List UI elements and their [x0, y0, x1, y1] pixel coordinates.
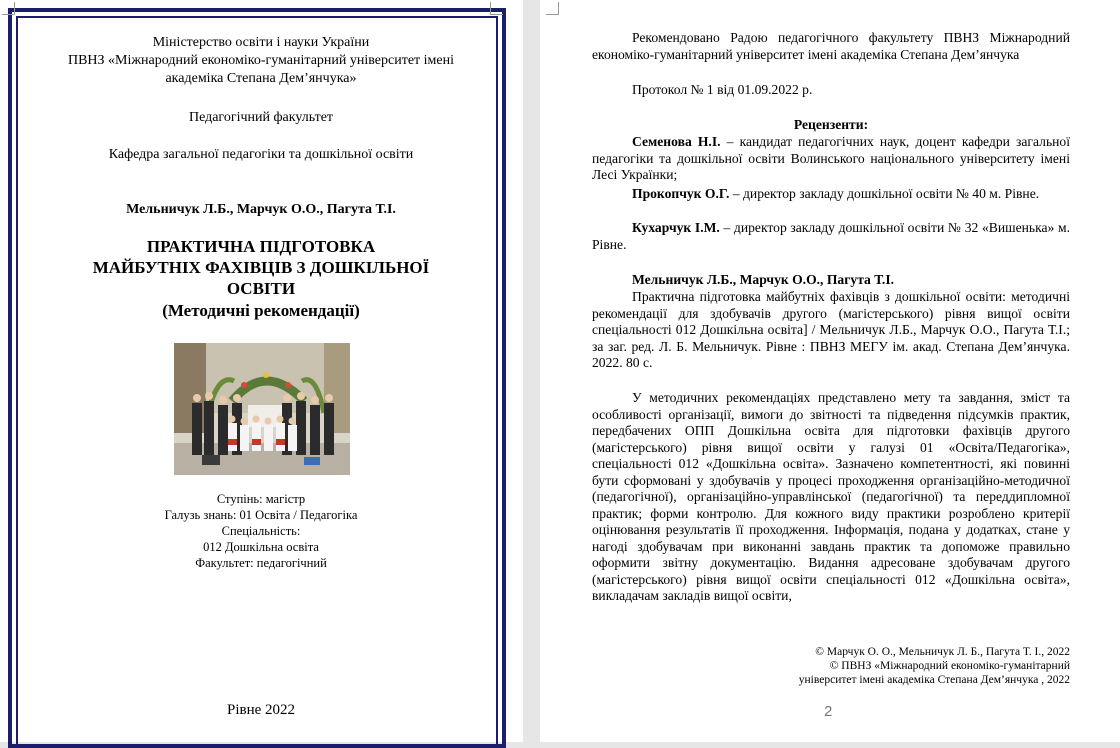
group-photo-illustration — [174, 343, 350, 475]
copyright-line-2: © ПВНЗ «Міжнародний економіко-гуманітарний — [829, 660, 1070, 672]
degree-line: Ступінь: магістр — [216, 492, 306, 506]
copyright-line-3: університет імені академіка Степана Дем’янчука , 2022 — [798, 674, 1070, 686]
citation-authors: Мельничук Л.Б., Марчук О.О., Пагута Т.І. — [632, 272, 895, 287]
reviewer-2-desc: – директор закладу дошкільної освіти № 40 м. Рівне. — [729, 186, 1040, 201]
protocol-line: Протокол № 1 від 01.09.2022 р. — [632, 82, 813, 97]
university-line-1: ПВНЗ «Міжнародний економіко-гуманітарний університет імені — [67, 53, 455, 68]
reviewer-3 — [592, 220, 1070, 253]
faculty-meta-line: Факультет: педагогічний — [195, 556, 327, 570]
faculty-line: Педагогічний факультет — [188, 110, 334, 125]
university-line-2: академіка Степана Дем’янчука» — [165, 71, 357, 86]
reviewer-1-name: Семенова Н.І. — [632, 134, 721, 149]
specialty-line: 012 Дошкільна освіта — [203, 540, 319, 554]
abstract-text: У методичних рекомендаціях представлено мету та завдання, зміст та особливості організації, вимоги до звітності та підведення підсумків практик, передбачених ОПП Дошкільна освіта для підготовки фахівців другого (магістерського) рівня вищої освіти у галузі 01 «Освіта/Педагогіка», спеціальності 012 «Дошкільна освіта». Зазначено компетентності, які повинні бути сформовані у здобувачів у процесі проходження організаційно-методичної (педагогічної), організаційно-управлінської (педагогічної) та переддипломної практик; форми контролю. Для кожного виду практики розроблено критерії оцінювання результатів її проходження. Інформація, подана у додатках, стане у нагоді здобувачам при виконанні завдань практик та допоможе правильно оформити звітну документацію. Видання адресоване здобувачам другого (магістерського) рівня вищої освіти спеціальності 012 «Дошкільна освіта», викладачам закладів вищої освіти, — [592, 390, 1070, 603]
department-line: Кафедра загальної педагогіки та дошкільної освіти — [108, 147, 414, 162]
reviewer-2-name: Прокопчук О.Г. — [632, 186, 730, 201]
specialty-label: Спеціальність: — [221, 524, 301, 538]
cover-photo — [174, 343, 350, 475]
reviewer-1-desc: – кандидат педагогічних наук, доцент кафедри загальної педагогіки та дошкільної освіти Волинського національного університету імені Лесі Українки; — [592, 134, 1070, 182]
crop-mark-top-left — [2, 2, 15, 15]
title-line-4: (Методичні рекомендації) — [162, 301, 360, 320]
reviewers-heading: Рецензенти: — [793, 117, 869, 132]
citation-text: Практична підготовка майбутніх фахівців з дошкільної освіти: методичні рекомендації для здобувачів другого (магістерського) рівня вищої освіти спеціальності 012 Дошкільна освіта] / Мельничук Л.Б., Марчук О.О., Пагута Т.І.; за заг. ред. Л. Б. Мельничук. Рівне : ПВНЗ МЕГУ ім. акад. Степана Дем’янчука. 2022. 80 с. — [592, 289, 1070, 370]
title-line-3: ОСВІТИ — [226, 279, 296, 298]
crop-mark-top-left-p2 — [546, 2, 559, 15]
reviewer-3-name: Кухарчук І.М. — [632, 220, 720, 235]
title-line-2: МАЙБУТНІХ ФАХІВЦІВ З ДОШКІЛЬНОЇ — [92, 258, 430, 277]
recommended-text: Рекомендовано Радою педагогічного факультету ПВНЗ Міжнародний економіко-гуманітарний університет імені академіка Степана Дем’янчука — [592, 30, 1070, 62]
cover-authors: Мельничук Л.Б., Марчук О.О., Пагута Т.І. — [126, 202, 396, 217]
cover-page — [0, 0, 523, 742]
page-number: 2 — [824, 703, 833, 720]
reviewer-1 — [592, 134, 1070, 184]
city-year: Рівне 2022 — [226, 702, 296, 718]
crop-mark-top-right — [490, 2, 503, 15]
reviewer-3-desc: – директор закладу дошкільної освіти № 32 «Вишенька» м. Рівне. — [592, 220, 1071, 252]
reviewer-2 — [592, 186, 1070, 203]
ministry-line: Міністерство освіти і науки України — [152, 35, 370, 50]
title-line-1: ПРАКТИЧНА ПІДГОТОВКА — [146, 237, 376, 256]
field-line: Галузь знань: 01 Освіта / Педагогіка — [164, 508, 358, 522]
copyright-line-1: © Марчук О. О., Мельничук Л. Б., Пагута Т. І., 2022 — [815, 646, 1070, 658]
